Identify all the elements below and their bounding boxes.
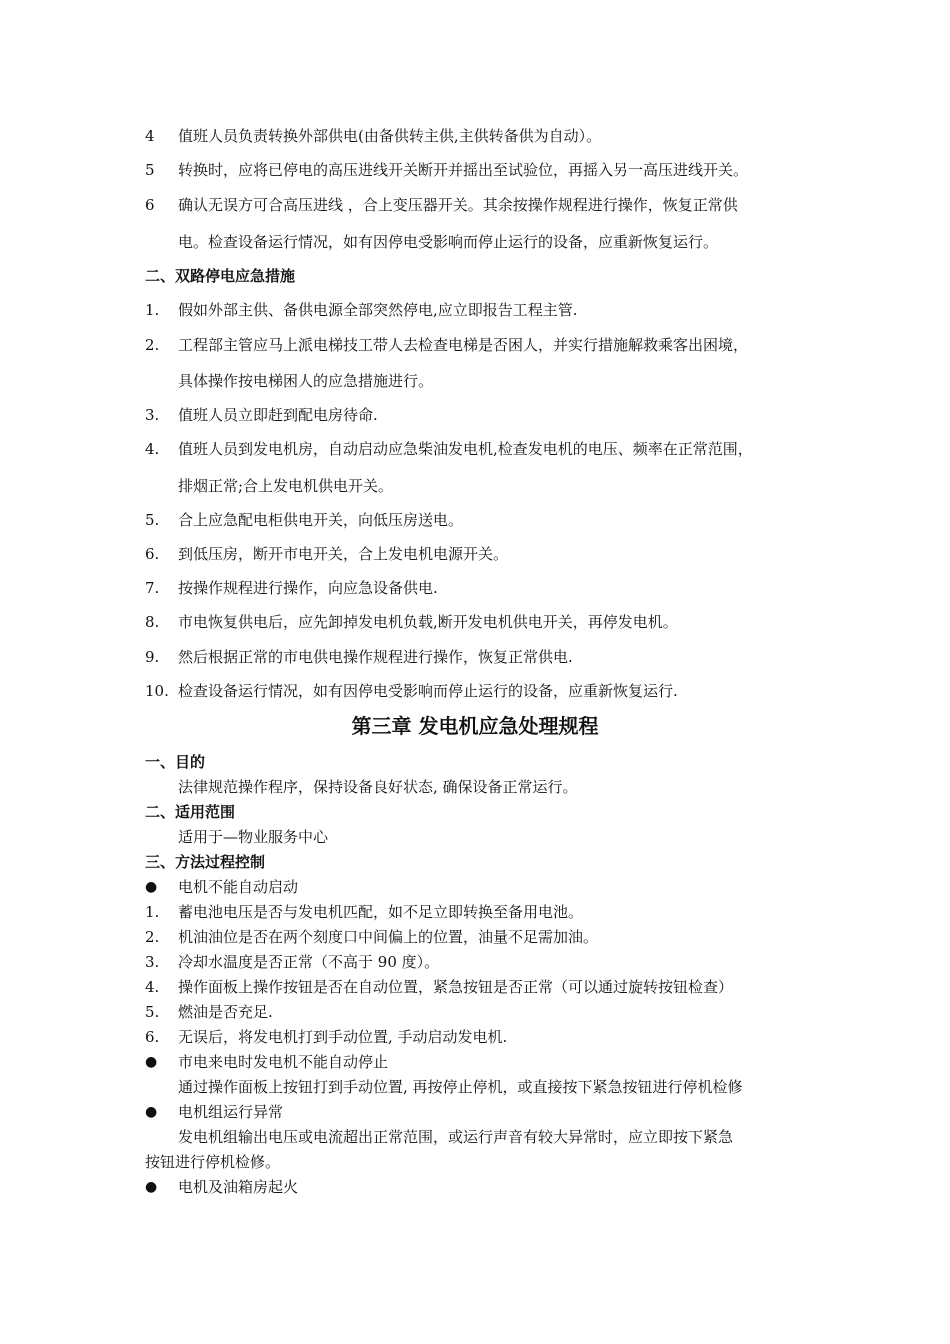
item-number: 4. [145, 440, 160, 458]
item-text: 值班人员立即赶到配电房待命. [178, 406, 378, 424]
item-text: 操作面板上操作按钮是否在自动位置，紧急按钮是否正常（可以通过旋转按钮检查） [178, 978, 734, 996]
item-text: 转换时，应将已停电的高压进线开关断开并摇出至试验位，再摇入另一高压进线开关。 [178, 161, 749, 179]
paragraph-text: 法律规范操作程序，保持设备良好状态, 确保设备正常运行。 [178, 778, 578, 796]
item-text: 蓄电池电压是否与发电机匹配，如不足立即转换至备用电池。 [178, 903, 584, 921]
item-number: 5. [145, 511, 160, 529]
item-number: 2. [145, 928, 160, 946]
item-text: 值班人员到发电机房，自动启动应急柴油发电机,检查发电机的电压、频率在正常范围， [178, 440, 753, 458]
item-number: 7. [145, 579, 160, 597]
item-text: 确认无误方可合高压进线 ，合上变压器开关。其余按操作规程进行操作，恢复正常供 [178, 196, 738, 214]
bullet-text: 电机组运行异常 [178, 1103, 284, 1121]
item-number: 6 [145, 196, 155, 214]
item-text-continuation: 具体操作按电梯困人的应急措施进行。 [178, 372, 434, 390]
bullet-text: 市电来电时发电机不能自动停止 [178, 1053, 389, 1071]
item-text: 市电恢复供电后，应先卸掉发电机负载,断开发电机供电开关，再停发电机。 [178, 613, 678, 631]
item-number: 2. [145, 336, 160, 354]
item-number: 3. [145, 406, 160, 424]
item-text-continuation: 排烟正常;合上发电机供电开关。 [178, 477, 394, 495]
section-heading-text: 二、双路停电应急措施 [145, 267, 296, 285]
paragraph-text: 适用于—物业服务中心 [178, 828, 329, 846]
chapter-title: 第三章 发电机应急处理规程 [351, 714, 599, 738]
item-number: 1. [145, 301, 160, 319]
item-number: 5. [145, 1003, 160, 1021]
item-text: 合上应急配电柜供电开关，向低压房送电。 [178, 511, 464, 529]
item-text: 无误后，将发电机打到手动位置, 手动启动发电机. [178, 1028, 508, 1046]
item-text: 冷却水温度是否正常（不高于 90 度）。 [178, 953, 440, 971]
item-text: 按操作规程进行操作，向应急设备供电. [178, 579, 438, 597]
item-number: 8. [145, 613, 160, 631]
item-number: 6. [145, 1028, 160, 1046]
item-text: 检查设备运行情况，如有因停电受影响而停止运行的设备，应重新恢复运行. [178, 682, 678, 700]
item-text: 工程部主管应马上派电梯技工带人去检查电梯是否困人，并实行措施解救乘客出困境， [178, 336, 749, 354]
paragraph-text: 通过操作面板上按钮打到手动位置, 再按停止停机，或直接按下紧急按钮进行停机检修 [178, 1078, 743, 1096]
item-number: 6. [145, 545, 160, 563]
paragraph-text: 发电机组输出电压或电流超出正常范围，或运行声音有较大异常时，应立即按下紧急 [178, 1128, 734, 1146]
bullet-text: 电机不能自动启动 [178, 878, 299, 896]
item-text: 值班人员负责转换外部供电(由备供转主供,主供转备供为自动）。 [178, 127, 602, 145]
section-heading-text: 一、目的 [145, 753, 206, 771]
paragraph-text: 按钮进行停机检修。 [145, 1153, 281, 1171]
bullet-icon: ● [145, 879, 158, 895]
bullet-text: 电机及油箱房起火 [178, 1178, 299, 1196]
item-number: 9. [145, 648, 160, 666]
item-number: 10. [145, 682, 169, 700]
item-number: 1. [145, 903, 160, 921]
item-text: 假如外部主供、备供电源全部突然停电,应立即报告工程主管. [178, 301, 578, 319]
item-text: 到低压房，断开市电开关，合上发电机电源开关。 [178, 545, 509, 563]
item-number: 3. [145, 953, 160, 971]
item-number: 5 [145, 161, 155, 179]
section-heading-text: 三、方法过程控制 [145, 853, 266, 871]
item-text-continuation: 电。检查设备运行情况，如有因停电受影响而停止运行的设备，应重新恢复运行。 [178, 233, 719, 251]
bullet-icon: ● [145, 1054, 158, 1070]
item-text: 然后根据正常的市电供电操作规程进行操作，恢复正常供电. [178, 648, 573, 666]
section-heading-text: 二、适用范围 [145, 803, 236, 821]
item-text: 燃油是否充足. [178, 1003, 273, 1021]
item-number: 4. [145, 978, 160, 996]
item-number: 4 [145, 127, 155, 145]
item-text: 机油油位是否在两个刻度口中间偏上的位置，油量不足需加油。 [178, 928, 599, 946]
bullet-icon: ● [145, 1179, 158, 1195]
bullet-icon: ● [145, 1104, 158, 1120]
